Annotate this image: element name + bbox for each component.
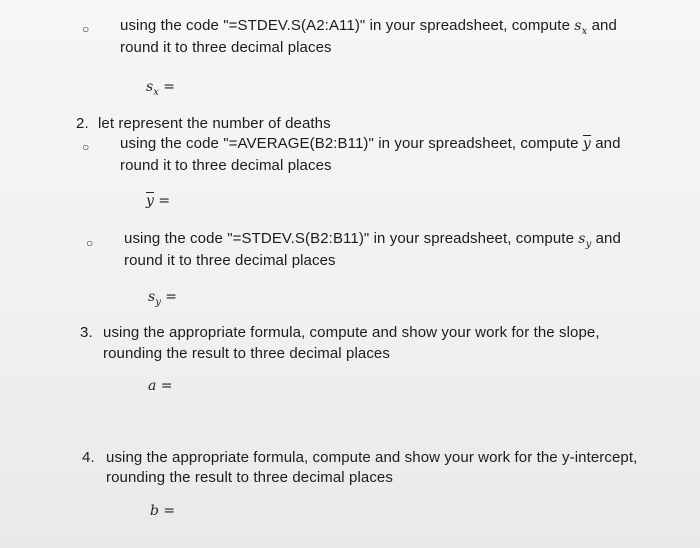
- sx-inline-var: $s_x$: [574, 18, 588, 37]
- ybar-instruction-line1: [120, 134, 621, 154]
- sx-answer: $s_x$ =: [146, 79, 176, 98]
- item2-heading: let represent the number of deaths: [98, 115, 331, 132]
- slope-answer: a =: [148, 378, 173, 394]
- ybar-instruction-and: and: [590, 135, 621, 152]
- sy-answer: $s_y$ =: [148, 289, 178, 308]
- item3-line2: rounding the result to three decimal places: [103, 345, 390, 362]
- sy-instruction-text: using the code "=STDEV.S(B2:B11)" in your spreadsheet, compute: [124, 230, 579, 247]
- bullet-sy: ○: [86, 236, 94, 250]
- sy-instruction-line2: round it to three decimal places: [124, 252, 336, 269]
- intercept-answer: b =: [150, 503, 176, 519]
- sy-inline-var: $s_y$: [578, 231, 592, 250]
- ybar-instruction-text: using the code "=AVERAGE(B2:B11)" in your spreadsheet, compute: [120, 135, 583, 152]
- item2-number: 2.: [76, 115, 89, 132]
- item3-line1: using the appropriate formula, compute and show your work for the slope,: [103, 324, 600, 341]
- ybar-inline-var: $\overline{y}$: [582, 136, 591, 152]
- ybar-instruction-line2: round it to three decimal places: [120, 157, 332, 174]
- item4-line1: using the appropriate formula, compute and show your work for the y-intercept,: [106, 449, 638, 466]
- bullet-ybar: ○: [82, 140, 90, 154]
- sx-instruction-line2: round it to three decimal places: [120, 39, 332, 56]
- item4-number: 4.: [82, 449, 95, 466]
- sy-instruction-and: and: [591, 230, 621, 247]
- item4-line2: rounding the result to three decimal places: [106, 469, 393, 486]
- ybar-answer: $\overline{y}$ =: [146, 193, 171, 209]
- sx-instruction-text: using the code "=STDEV.S(A2:A11)" in your spreadsheet, compute: [120, 17, 575, 34]
- sx-instruction-and: and: [587, 17, 617, 34]
- bullet-sx: ○: [82, 22, 90, 36]
- item3-number: 3.: [80, 324, 93, 341]
